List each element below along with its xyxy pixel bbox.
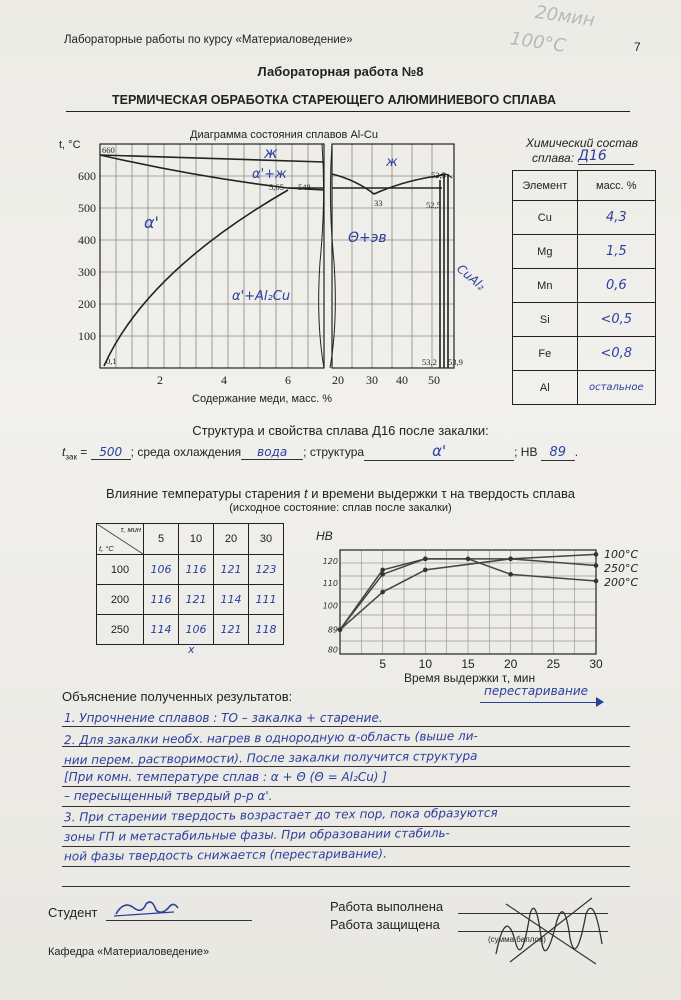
quench-temperature-value: 500 <box>91 445 131 460</box>
axis-break-right <box>330 144 335 368</box>
student-label: Студент <box>48 905 98 920</box>
explanation-line: ной фазы твердость снижается (перестаривание). <box>63 846 387 864</box>
time-header-cell: 30 <box>249 524 284 555</box>
explanation-line: зоны ГП и метастабильные фазы. При образовании стабиль- <box>63 825 450 845</box>
examiner-signature <box>486 884 616 974</box>
hand-liquid: ж <box>264 144 278 162</box>
element-cell: Mg <box>513 235 578 269</box>
student-signature <box>112 896 182 922</box>
x-tick-label: 30 <box>589 657 603 671</box>
hardness-cell: 106 <box>144 555 179 585</box>
explanation-line: – пересыщенный твердый р-р α'. <box>64 789 273 803</box>
liquidus-right <box>332 174 446 194</box>
score-label: (сумма баллов) <box>488 935 546 944</box>
label-01: 0,1 <box>106 356 117 366</box>
aging-title <box>0 486 681 501</box>
lab-title: ТЕРМИЧЕСКАЯ ОБРАБОТКА СТАРЕЮЩЕГО АЛЮМИНИЕВОГО СПЛАВА <box>112 93 556 107</box>
hand-theta-liquid: ж <box>386 155 398 170</box>
percent-cell: 0,6 <box>577 269 655 303</box>
hardness-cell: 114 <box>144 615 179 645</box>
data-point <box>594 552 599 557</box>
phase-diagram <box>56 122 496 417</box>
quench-end: . <box>574 445 579 459</box>
x-tick-label: 15 <box>461 657 475 671</box>
element-cell: Mn <box>513 269 578 303</box>
y-tick-label: 89 <box>327 625 338 635</box>
time-header-cell: 20 <box>214 524 249 555</box>
work-defended-label: Работа защищена <box>330 917 440 932</box>
hardness-cell: 121 <box>179 585 214 615</box>
composition-title: Химический состав <box>525 136 639 150</box>
axis-break-left <box>319 144 324 368</box>
data-point <box>508 557 513 562</box>
y-tick-label: 80 <box>327 645 338 655</box>
department-label: Кафедра «Материаловедение» <box>48 946 210 958</box>
hardness-cell: 118 <box>249 615 284 645</box>
hardness-cell: 121 <box>214 555 249 585</box>
quench-line <box>62 442 578 461</box>
phase-ytick: 200 <box>78 297 96 311</box>
hand-alpha: α' <box>144 213 159 232</box>
answer-rule <box>62 726 630 727</box>
data-point <box>380 590 385 595</box>
aging-corner-cell <box>97 524 144 555</box>
element-cell: Fe <box>513 337 578 371</box>
phase-xtick: 6 <box>285 373 291 387</box>
x-tick-label: 5 <box>379 657 387 671</box>
percent-cell: остальное <box>577 371 655 405</box>
quench-structure-label: ; структура <box>303 445 365 459</box>
data-point <box>380 568 385 573</box>
label-660: 660 <box>102 145 115 155</box>
explanation-line: 3. При старении твердость возрастает до тех пор, пока образуются <box>63 805 498 825</box>
label-33: 33 <box>374 198 383 208</box>
y-tick-label: 120 <box>322 557 338 567</box>
title-rule <box>66 111 630 112</box>
composition-header-percent: масс. % <box>577 171 655 201</box>
legend-label: 250°С <box>604 562 639 575</box>
aging-chart-legend <box>604 548 638 589</box>
phase-ytick: 300 <box>78 265 96 279</box>
explanation-line: [При комн. температуре сплав : α + Θ (Θ = Al₂Cu) ] <box>64 770 387 784</box>
aging-table <box>96 523 284 645</box>
data-point <box>594 563 599 568</box>
explanation-title: Объяснение полученных результатов: <box>62 689 293 704</box>
phase-xtick: 50 <box>428 373 440 387</box>
aging-chart-xlabel: Время выдержки τ, мин <box>404 671 536 685</box>
time-header-cell: 5 <box>144 524 179 555</box>
label-535: 53,5 <box>431 170 446 180</box>
hardness-cell: 116 <box>144 585 179 615</box>
legend-label: 200°С <box>604 576 639 589</box>
phase-ytick: 400 <box>78 233 96 247</box>
quench-t-subscript: зак <box>65 452 77 462</box>
hand-theta-eutectic: Θ+эв <box>348 230 387 246</box>
hardness-cell: 114 <box>214 585 249 615</box>
element-cell: Cu <box>513 201 578 235</box>
hand-alpha-theta: α'+Al₂Cu <box>232 289 291 304</box>
label-548: 548 <box>298 182 311 192</box>
hand-cual2: CuAl₂ <box>454 261 488 294</box>
temp-row-header: 250 <box>97 615 144 645</box>
explanation-line: нии перем. растворимости). После закалки получится структура <box>63 748 478 768</box>
phase-y-label: t, °C <box>59 139 81 151</box>
time-header-cell: 10 <box>179 524 214 555</box>
quench-structure-value: α' <box>364 442 514 461</box>
theta-phase-lines <box>440 174 448 368</box>
aging-chart-grid <box>340 550 596 654</box>
quench-t-symbol: t <box>62 445 66 459</box>
legend-label: 100°С <box>604 548 639 561</box>
aging-title-part: на твердость сплава <box>450 486 575 501</box>
lab-number: Лабораторная работа №8 <box>257 64 424 79</box>
data-point <box>466 557 471 562</box>
quench-hb-label: ; HB <box>514 445 538 459</box>
phase-xtick: 20 <box>332 373 344 387</box>
hardness-cell: 121 <box>214 615 249 645</box>
hardness-cell: 116 <box>179 555 214 585</box>
element-cell: Si <box>513 303 578 337</box>
phase-ytick: 100 <box>78 329 96 343</box>
hardness-cell: 106 <box>179 615 214 645</box>
percent-cell: <0,8 <box>577 337 655 371</box>
aging-title-tau: τ <box>441 486 447 501</box>
y-tick-label: 110 <box>322 579 338 589</box>
answer-rule <box>62 786 630 787</box>
pencil-note-time: 20мин <box>533 1 597 32</box>
phase-x-label: Содержание меди, масс. % <box>192 393 333 405</box>
percent-cell: <0,5 <box>577 303 655 337</box>
aside-arrow-head-icon <box>596 697 604 707</box>
table-mark: x <box>188 643 195 656</box>
aging-subtitle: (исходное состояние: сплав после закалки) <box>229 502 452 514</box>
x-tick-label: 10 <box>418 657 433 671</box>
data-point <box>423 568 428 573</box>
quench-title: Структура и свойства сплава Д16 после закалки: <box>192 423 489 438</box>
hand-alpha-liquid: α'+ж <box>252 167 287 182</box>
phase-xtick: 40 <box>396 373 408 387</box>
aside-arrow-line <box>480 702 600 703</box>
aging-title-t: t <box>304 486 308 501</box>
phase-xtick: 4 <box>221 373 227 387</box>
aging-title-part: и времени выдержки <box>311 486 438 501</box>
y-tick-label: 100 <box>322 601 338 611</box>
x-tick-label: 25 <box>546 657 561 671</box>
phase-ytick: 600 <box>78 169 96 183</box>
aging-chart-ylabel: HB <box>316 529 333 543</box>
data-point <box>594 579 599 584</box>
page-number: 7 <box>634 40 641 54</box>
temp-row-header: 200 <box>97 585 144 615</box>
label-565: 5,65 <box>269 182 284 192</box>
hardness-cell: 111 <box>249 585 284 615</box>
composition-header-element: Элемент <box>513 171 578 201</box>
work-done-label: Работа выполнена <box>330 899 444 914</box>
x-tick-label: 20 <box>503 657 518 671</box>
data-point <box>423 557 428 562</box>
corner-tau: τ, мин <box>120 525 141 534</box>
phase-xtick: 30 <box>366 373 378 387</box>
quench-medium-value: вода <box>241 445 303 460</box>
explanation-line: 2. Для закалки необх. нагрев в однородную α-область (выше ли- <box>63 728 478 748</box>
course-header: Лабораторные работы по курсу «Материаловедение» <box>64 34 353 46</box>
label-539: 53,9 <box>448 357 463 367</box>
phase-diagram-title: Диаграмма состояния сплавов Al-Cu <box>190 129 378 141</box>
hardness-cell: 123 <box>249 555 284 585</box>
aging-title-part: Влияние температуры старения <box>106 486 301 501</box>
data-point <box>338 627 343 632</box>
data-point <box>508 572 513 577</box>
label-525: 52,5 <box>426 200 441 210</box>
answer-rule <box>62 866 630 867</box>
quench-t-equals: = <box>76 445 91 459</box>
composition-table <box>512 170 656 405</box>
phase-ytick: 500 <box>78 201 96 215</box>
corner-t: t, °C <box>99 544 114 553</box>
percent-cell: 4,3 <box>577 201 655 235</box>
temp-row-header: 100 <box>97 555 144 585</box>
pencil-note-temp: 100°С <box>508 28 568 57</box>
alloy-grade: Д16 <box>578 148 634 165</box>
composition-subtitle: сплава: <box>532 151 575 165</box>
phase-xtick: 2 <box>157 373 163 387</box>
explanation-line: 1. Упрочнение сплавов : ТО – закалка + старение. <box>64 711 383 725</box>
percent-cell: 1,5 <box>577 235 655 269</box>
quench-medium-label: ; среда охлаждения <box>130 445 242 459</box>
element-cell: Al <box>513 371 578 405</box>
aging-chart <box>312 522 680 688</box>
label-532: 53,2 <box>422 357 437 367</box>
quench-hb-value: 89 <box>541 445 575 461</box>
explanation-aside: перестаривание <box>484 684 589 698</box>
